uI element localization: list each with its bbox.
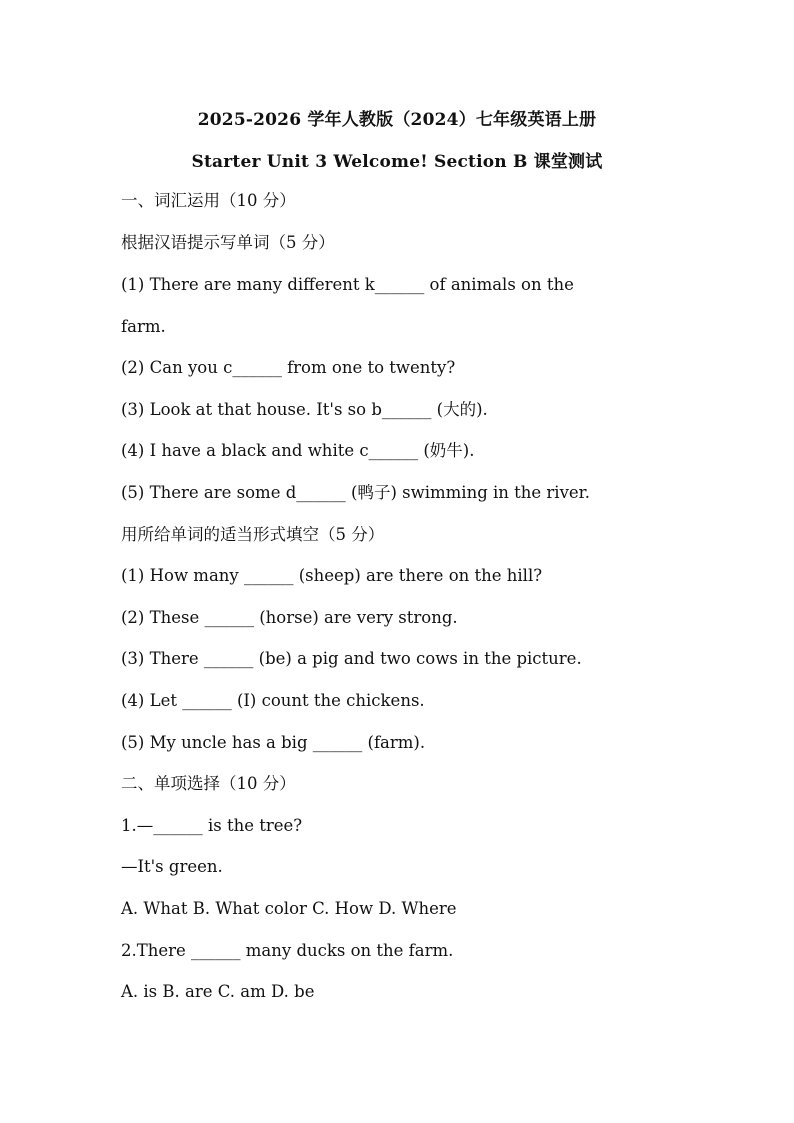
section-1-heading: 一、词汇运用（10 分） — [121, 191, 296, 210]
part-a-item-3: (3) Look at that house. It's so b______ (大的). — [121, 400, 488, 419]
document-title-line-1: 2025-2026 学年人教版（2024）七年级英语上册 — [197, 110, 597, 130]
question-2-stem: 2.There ______ many ducks on the farm. — [121, 941, 454, 960]
section-2-heading: 二、单项选择（10 分） — [121, 774, 296, 793]
part-b-item-5: (5) My uncle has a big ______ (farm). — [121, 733, 426, 752]
part-a-instruction: 根据汉语提示写单词（5 分） — [121, 233, 335, 252]
part-b-instruction: 用所给单词的适当形式填空（5 分） — [121, 525, 385, 544]
part-b-item-2: (2) These ______ (horse) are very strong. — [121, 608, 458, 627]
part-a-item-2: (2) Can you c______ from one to twenty? — [121, 358, 456, 377]
part-b-item-4: (4) Let ______ (I) count the chickens. — [121, 691, 425, 710]
part-b-item-1: (1) How many ______ (sheep) are there on the hill? — [121, 566, 543, 585]
question-1-stem: 1.—______ is the tree? — [121, 816, 303, 835]
part-a-item-4: (4) I have a black and white c______ (奶牛). — [121, 441, 475, 460]
part-a-item-1: (1) There are many different k______ of animals on the — [121, 275, 574, 294]
document-title-line-2: Starter Unit 3 Welcome! Section B 课堂测试 — [191, 152, 603, 172]
part-a-item-5: (5) There are some d______ (鸭子) swimming in the river. — [121, 483, 590, 502]
question-1-options: A. What B. What color C. How D. Where — [121, 899, 457, 918]
question-2-options: A. is B. are C. am D. be — [121, 982, 315, 1001]
part-b-item-3: (3) There ______ (be) a pig and two cows in the picture. — [121, 649, 582, 668]
part-a-item-1-continued: farm. — [121, 317, 166, 336]
question-1-answer-line: —It's green. — [121, 857, 223, 876]
